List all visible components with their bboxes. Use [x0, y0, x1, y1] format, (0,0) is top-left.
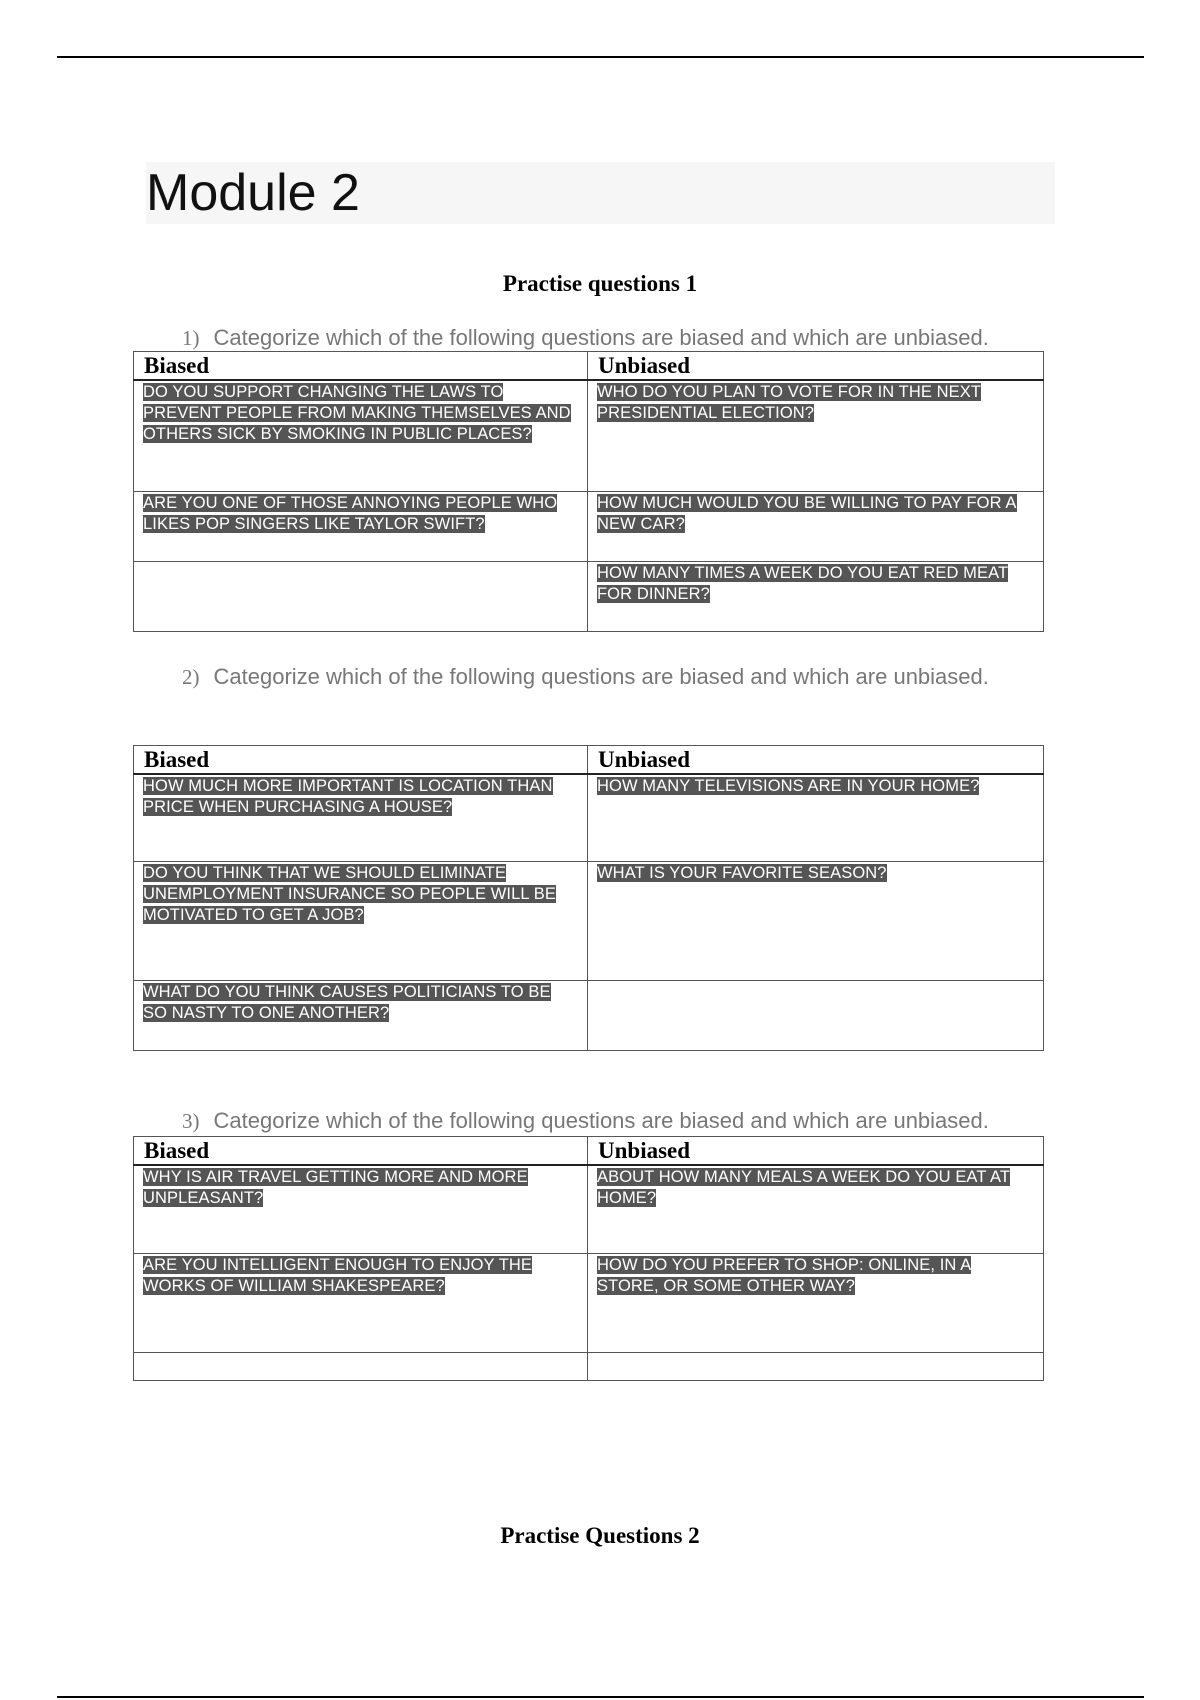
question-item: DO YOU THINK THAT WE SHOULD ELIMINATE UNEMPLOYMENT INSURANCE SO PEOPLE WILL BE MOTIVATED TO GET A JOB?	[143, 863, 556, 924]
question-item: HOW DO YOU PREFER TO SHOP: ONLINE, IN A STORE, OR SOME OTHER WAY?	[597, 1255, 972, 1295]
biased-header: Biased	[134, 352, 588, 381]
unbiased-header: Unbiased	[588, 746, 1044, 775]
question-item: WHAT IS YOUR FAVORITE SEASON?	[597, 863, 887, 882]
question-text: Categorize which of the following questions are biased and which are unbiased.	[213, 664, 989, 689]
biased-header: Biased	[134, 746, 588, 775]
question-text: Categorize which of the following questions are biased and which are unbiased.	[213, 325, 989, 350]
answer-table-3	[133, 1136, 1044, 1381]
question-item: HOW MANY TELEVISIONS ARE IN YOUR HOME?	[597, 777, 980, 795]
question-item: ARE YOU ONE OF THOSE ANNOYING PEOPLE WHO LIKES POP SINGERS LIKE TAYLOR SWIFT?	[143, 493, 558, 533]
question-item: DO YOU SUPPORT CHANGING THE LAWS TO PREVENT PEOPLE FROM MAKING THEMSELVES AND OTHERS SICK BY SMOKING IN PUBLIC PLACES?	[143, 383, 571, 443]
table-header-row	[134, 746, 1044, 775]
table-row	[134, 491, 1044, 561]
table-row	[134, 380, 1044, 491]
unbiased-header: Unbiased	[588, 1137, 1044, 1166]
question-3	[182, 1107, 989, 1135]
question-item: HOW MANY TIMES A WEEK DO YOU EAT RED MEAT FOR DINNER?	[597, 563, 1009, 603]
table-row	[134, 1165, 1044, 1253]
biased-cell[interactable]	[134, 980, 588, 1050]
question-item: ABOUT HOW MANY MEALS A WEEK DO YOU EAT AT HOME?	[597, 1168, 1011, 1207]
answer-table-2	[133, 745, 1044, 1051]
table-row	[134, 774, 1044, 861]
question-number: 1)	[182, 326, 200, 350]
question-item: WHAT DO YOU THINK CAUSES POLITICIANS TO BE SO NASTY TO ONE ANOTHER?	[143, 982, 551, 1022]
table-header-row	[134, 1137, 1044, 1166]
question-item: WHY IS AIR TRAVEL GETTING MORE AND MORE UNPLEASANT?	[143, 1168, 528, 1207]
question-1	[182, 324, 989, 352]
section-heading-1: Practise questions 1	[502, 271, 698, 296]
biased-cell[interactable]	[134, 1253, 588, 1352]
unbiased-cell[interactable]	[588, 561, 1044, 631]
unbiased-header: Unbiased	[588, 352, 1044, 381]
unbiased-cell[interactable]	[588, 980, 1044, 1050]
biased-cell[interactable]	[134, 1165, 588, 1253]
unbiased-cell[interactable]	[588, 380, 1044, 491]
question-item: HOW MUCH MORE IMPORTANT IS LOCATION THAN PRICE WHEN PURCHASING A HOUSE?	[143, 777, 553, 816]
biased-cell[interactable]	[134, 861, 588, 980]
table-header-row	[134, 352, 1044, 381]
question-text: Categorize which of the following questions are biased and which are unbiased.	[213, 1108, 989, 1133]
question-item: ARE YOU INTELLIGENT ENOUGH TO ENJOY THE WORKS OF WILLIAM SHAKESPEARE?	[143, 1255, 532, 1295]
page-title: Module 2	[146, 164, 360, 222]
top-rule	[57, 56, 1144, 58]
biased-header: Biased	[134, 1137, 588, 1166]
bottom-rule	[57, 1696, 1144, 1698]
section-heading-2: Practise Questions 2	[500, 1523, 700, 1548]
question-number: 2)	[182, 665, 200, 689]
unbiased-cell[interactable]	[588, 491, 1044, 561]
biased-cell[interactable]	[134, 561, 588, 631]
table-row	[134, 561, 1044, 631]
unbiased-cell[interactable]	[588, 1352, 1044, 1380]
table-row	[134, 980, 1044, 1050]
unbiased-cell[interactable]	[588, 861, 1044, 980]
unbiased-cell[interactable]	[588, 774, 1044, 861]
table-row	[134, 1352, 1044, 1380]
biased-cell[interactable]	[134, 774, 588, 861]
table-row	[134, 1253, 1044, 1352]
table-row	[134, 861, 1044, 980]
biased-cell[interactable]	[134, 491, 588, 561]
question-item: HOW MUCH WOULD YOU BE WILLING TO PAY FOR A NEW CAR?	[597, 493, 1017, 533]
question-2	[182, 663, 989, 691]
question-number: 3)	[182, 1109, 200, 1133]
biased-cell[interactable]	[134, 1352, 588, 1380]
answer-table-1	[133, 351, 1044, 632]
question-item: WHO DO YOU PLAN TO VOTE FOR IN THE NEXT PRESIDENTIAL ELECTION?	[597, 383, 982, 422]
biased-cell[interactable]	[134, 380, 588, 491]
unbiased-cell[interactable]	[588, 1165, 1044, 1253]
unbiased-cell[interactable]	[588, 1253, 1044, 1352]
